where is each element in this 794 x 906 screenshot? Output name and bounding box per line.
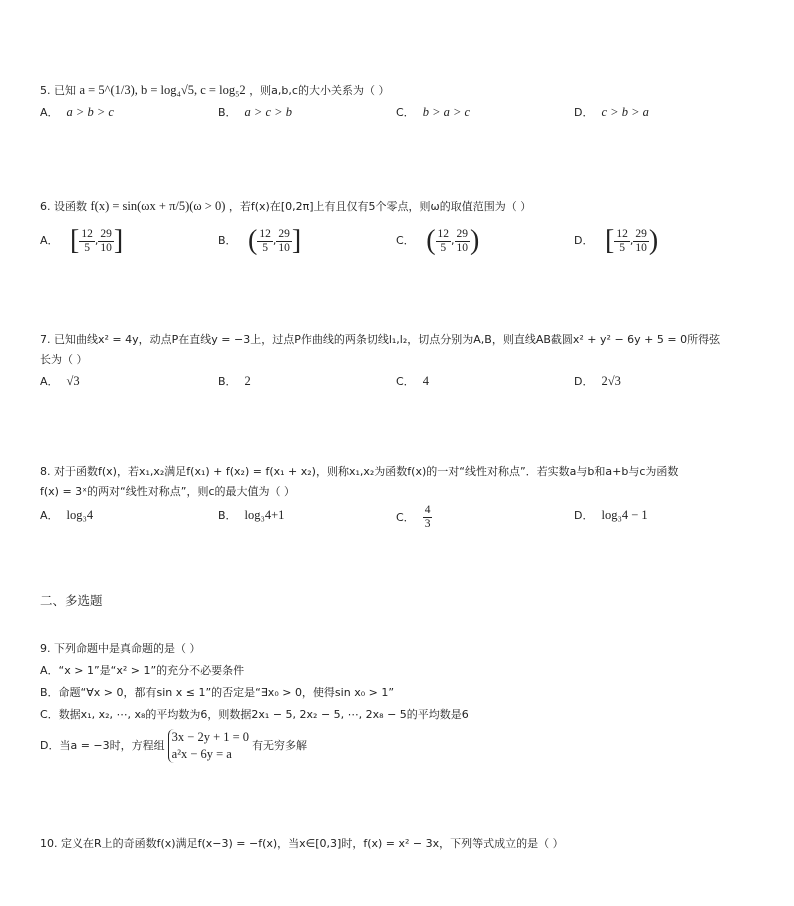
q5-option-a[interactable]: A． a > b > c (40, 105, 114, 119)
q10-stem: 10. 定义在R上的奇函数f(x)满足f(x−3) = −f(x)，当x∈[0,3]时，f(x) = x² − 3x，下列等式成立的是（ ） (40, 837, 564, 850)
q8-stem-line1: 8. 对于函数f(x)，若x₁,x₂满足f(x₁) + f(x₂) = f(x₁ + x₂)，则称x₁,x₂为函数f(x)的一对“线性对称点”．若实数a与b和a+b与c为函数 (40, 465, 679, 478)
q9-option-c[interactable]: C．数据x₁, x₂, ⋯, x₈的平均数为6，则数据2x₁ − 5, 2x₂ − 5, ⋯, 2x₈ − 5的平均数是6 (40, 708, 469, 721)
q5-expression: a = 5^(1/3), b = log₄√5, c = log₅2 (79, 83, 246, 97)
q8-option-a[interactable]: A． log₃4 (40, 508, 94, 522)
q5-option-c[interactable]: C． b > a > c (396, 105, 471, 119)
q6-stem-prefix: 6. 设函数 (40, 200, 87, 213)
question-9 (40, 638, 760, 766)
q6-option-b[interactable]: B． ( $\frac{12}{5}$ , $\frac{29}{10}$ ] (218, 225, 302, 256)
q7-option-b[interactable]: B． 2 (218, 374, 251, 388)
q7-stem-line2: 长为（ ） (40, 353, 88, 366)
q6-option-c[interactable]: C． ( $\frac{12}{5}$ , $\frac{29}{10}$ ) (396, 225, 480, 256)
q5-options (40, 101, 760, 125)
q6-expression: f(x) = sin(ωx + π/5)(ω > 0) (90, 199, 226, 213)
q9-option-a[interactable]: A．“x > 1”是“x² > 1”的充分不必要条件 (40, 664, 245, 677)
q6-option-d[interactable]: D． [ $\frac{12}{5}$ , $\frac{29}{10}$ ) (574, 225, 659, 256)
q6-option-a[interactable]: A． [ $\frac{12}{5}$ , $\frac{29}{10}$ ] (40, 225, 124, 256)
q8-option-c[interactable]: C． $\frac{4}{3}$ (396, 504, 431, 530)
q9-equation-system: 3x − 2y + 1 = 0 a²x − 6y = a (168, 729, 249, 763)
q7-option-a[interactable]: A． √3 (40, 374, 80, 388)
question-7 (40, 330, 760, 394)
q7-stem-line1: 7. 已知曲线x² = 4y，动点P在直线y = −3上，过点P作曲线的两条切线l₁,l₂，切点分别为A,B，则直线AB截圆x² + y² − 6y + 5 = 0所得弦 (40, 333, 721, 346)
q5-option-d[interactable]: D． c > b > a (574, 105, 649, 119)
q5-option-b[interactable]: B． a > c > b (218, 105, 292, 119)
q9-option-d[interactable]: D．当a = −3时，方程组 3x − 2y + 1 = 0 a²x − 6y = a 有无穷多解 (40, 730, 308, 761)
q9-stem: 9. 下列命题中是真命题的是（ ） (40, 642, 201, 655)
q9-option-b[interactable]: B．命题“∀x > 0，都有sin x ≤ 1”的否定是“∃x₀ > 0，使得sin x₀ > 1” (40, 686, 395, 699)
q8-option-d[interactable]: D． log₃4 − 1 (574, 508, 648, 522)
q8-option-b[interactable]: B． log₃4+1 (218, 508, 285, 522)
q7-option-c[interactable]: C． 4 (396, 374, 429, 388)
q8-options (40, 504, 760, 538)
question-6 (40, 196, 760, 267)
q5-stem-suffix: ，则a,b,c的大小关系为（ ） (249, 84, 390, 97)
question-5 (40, 80, 760, 125)
section-title: 二、多选题 (40, 593, 103, 608)
q8-stem-line2: f(x) = 3ˣ的两对“线性对称点”，则c的最大值为（ ） (40, 485, 295, 498)
q6-stem-mid: ，若f(x)在[0,2π]上有且仅有5个零点，则ω的取值范围为（ ） (228, 200, 532, 213)
question-10 (40, 834, 760, 854)
q7-options (40, 370, 760, 394)
question-8 (40, 462, 760, 538)
q5-stem-prefix: 5. 已知 (40, 84, 76, 97)
q7-option-d[interactable]: D． 2√3 (574, 374, 621, 388)
q6-options (40, 227, 760, 267)
